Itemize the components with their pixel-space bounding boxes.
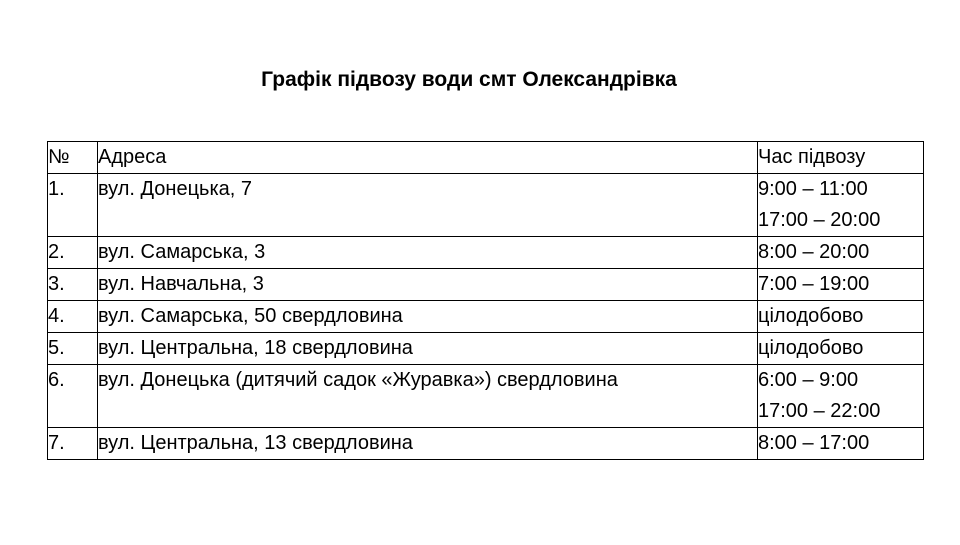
row-time: [758, 269, 924, 301]
time-slot: 17:00 – 22:00: [758, 400, 881, 422]
row-time: [758, 333, 924, 365]
row-time: [758, 428, 924, 460]
table-header-row: [48, 142, 924, 174]
row-address: вул. Донецька (дитячий садок «Журавка») свердловина: [98, 365, 758, 428]
table-row: [48, 333, 924, 365]
water-delivery-schedule-table: [47, 141, 924, 460]
table-row: [48, 428, 924, 460]
table-row: [48, 269, 924, 301]
time-slot: цілодобово: [758, 305, 864, 327]
row-address: вул. Центральна, 13 свердловина: [98, 428, 758, 460]
column-header-time: Час підвозу: [758, 142, 924, 174]
row-number: 7.: [48, 428, 98, 460]
row-number: 5.: [48, 333, 98, 365]
row-number: 1.: [48, 174, 98, 237]
time-slot: 7:00 – 19:00: [758, 273, 870, 295]
row-number: 3.: [48, 269, 98, 301]
time-slot: 9:00 – 11:00: [758, 178, 868, 200]
column-header-address: Адреса: [98, 142, 758, 174]
table-row: [48, 237, 924, 269]
row-address: вул. Навчальна, 3: [98, 269, 758, 301]
table-row: [48, 365, 924, 428]
table-row: [48, 301, 924, 333]
row-address: вул. Донецька, 7: [98, 174, 758, 237]
row-number: 6.: [48, 365, 98, 428]
column-header-number: №: [48, 142, 98, 174]
row-time: [758, 365, 924, 428]
page-title: Графік підвозу води смт Олександрівка: [261, 68, 677, 91]
row-number: 4.: [48, 301, 98, 333]
row-address: вул. Самарська, 50 свердловина: [98, 301, 758, 333]
time-slot: 6:00 – 9:00: [758, 369, 859, 391]
table-row: [48, 174, 924, 237]
row-number: 2.: [48, 237, 98, 269]
time-slot: 8:00 – 17:00: [758, 432, 870, 454]
row-time: [758, 301, 924, 333]
time-slot: 8:00 – 20:00: [758, 241, 870, 263]
row-time: [758, 174, 924, 237]
time-slot: 17:00 – 20:00: [758, 209, 881, 231]
row-address: вул. Центральна, 18 свердловина: [98, 333, 758, 365]
time-slot: цілодобово: [758, 337, 864, 359]
row-time: [758, 237, 924, 269]
row-address: вул. Самарська, 3: [98, 237, 758, 269]
